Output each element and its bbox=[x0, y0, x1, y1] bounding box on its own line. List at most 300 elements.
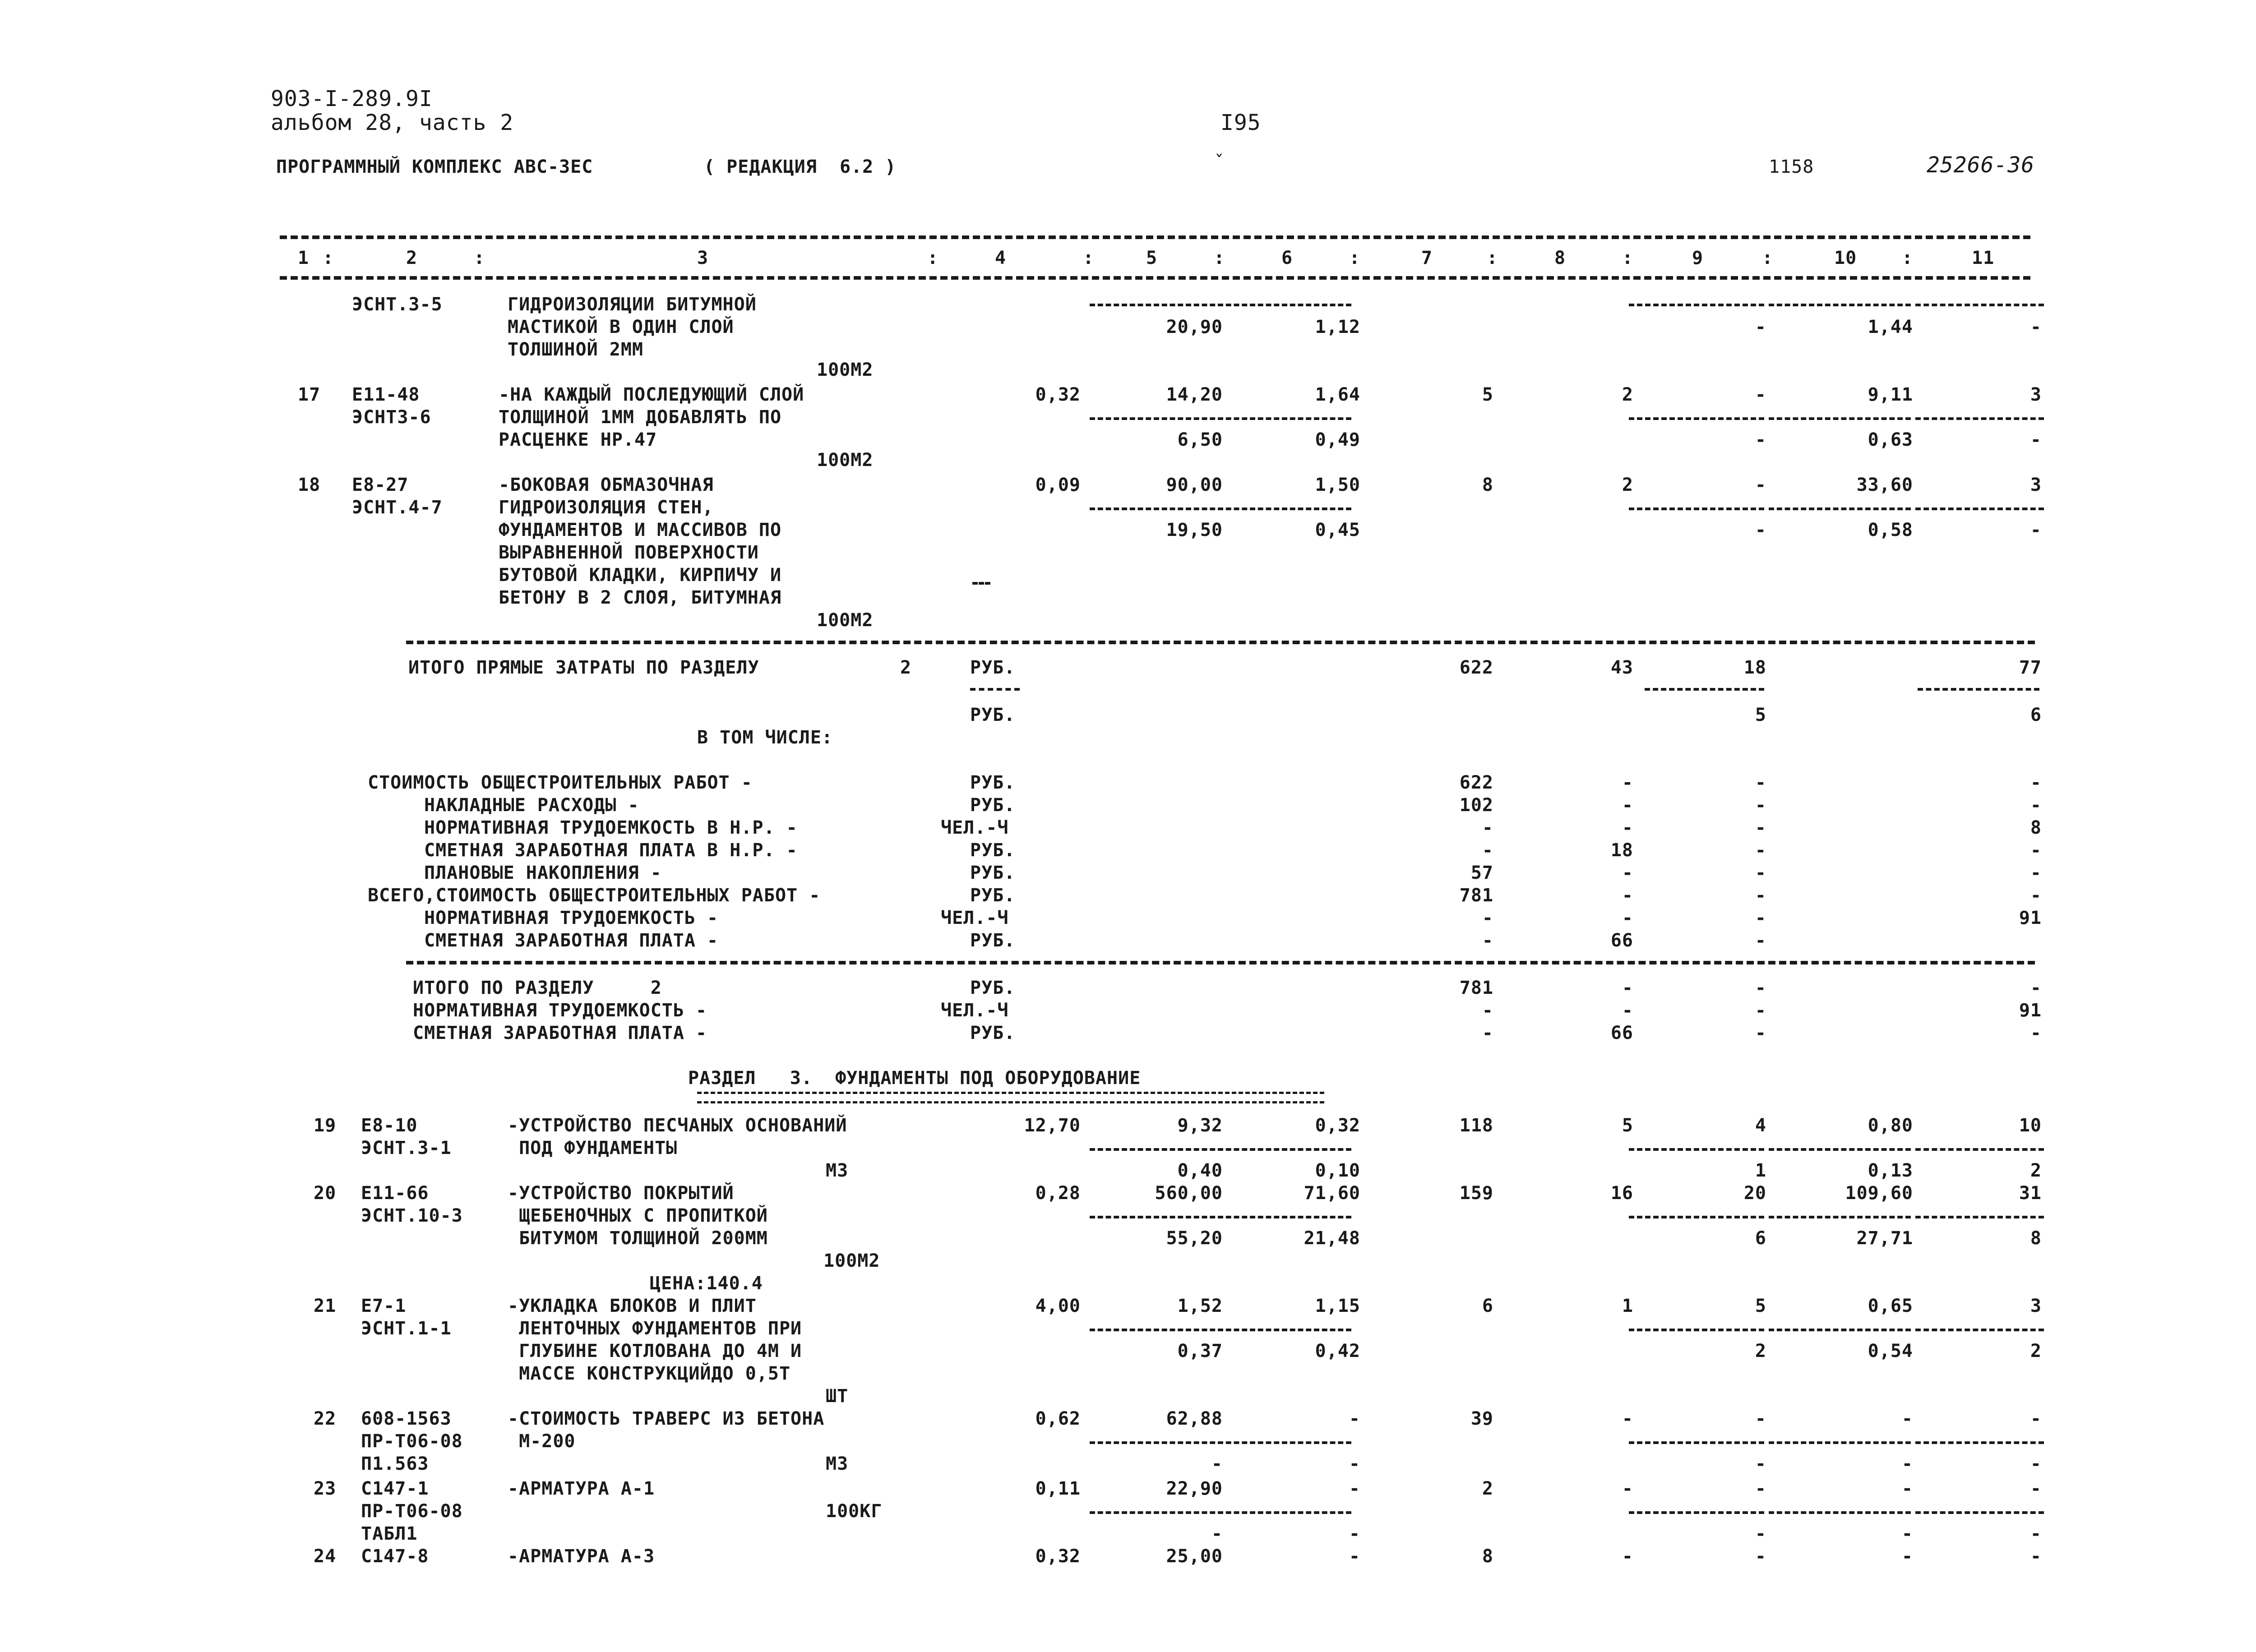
item-description: ГИДРОИЗОЛЯЦИЯ СТЕН, bbox=[499, 497, 714, 518]
labor-cost-value: 0,37 bbox=[1177, 1341, 1223, 1361]
section-total-value: - bbox=[2030, 978, 2042, 998]
item-number: 19 bbox=[314, 1115, 337, 1136]
cost-split-rule bbox=[1629, 304, 1764, 306]
sheet-code: 1158 bbox=[1769, 157, 1814, 177]
cost-value: - bbox=[1901, 1478, 1913, 1499]
total-value: 77 bbox=[2019, 657, 2042, 678]
cost-split-rule bbox=[1769, 1329, 1911, 1331]
cost-value: 159 bbox=[1459, 1183, 1493, 1204]
unit-label: РУБ. bbox=[970, 795, 1016, 816]
total-split-rule bbox=[1645, 688, 1764, 691]
cost-value: 0,62 bbox=[1035, 1408, 1081, 1429]
section-total-label: ИТОГО ПО РАЗДЕЛУ 2 bbox=[413, 978, 662, 998]
cost-value: 9,11 bbox=[1868, 384, 1913, 405]
item-code-secondary: ЭСНТ3-6 bbox=[352, 407, 431, 428]
item-code: Е7-1 bbox=[361, 1296, 407, 1316]
cost-value: - bbox=[1349, 1546, 1360, 1567]
summary-value: 781 bbox=[1459, 885, 1493, 906]
total-value: 18 bbox=[1743, 657, 1766, 678]
summary-value: 18 bbox=[1610, 840, 1633, 861]
cost-value: - bbox=[1755, 1408, 1766, 1429]
summary-value: 91 bbox=[2019, 908, 2042, 928]
column-separator: : bbox=[927, 248, 939, 268]
summary-value: - bbox=[1622, 908, 1633, 928]
item-code: С147-8 bbox=[361, 1546, 429, 1567]
summary-value: - bbox=[1755, 840, 1766, 861]
column-separator: : bbox=[474, 248, 485, 268]
summary-value: - bbox=[1755, 885, 1766, 906]
summary-value: 622 bbox=[1459, 772, 1493, 793]
cost-split-rule bbox=[1769, 1511, 1911, 1514]
labor-cost-value: - bbox=[2030, 1523, 2042, 1544]
item-unit: 100КГ bbox=[826, 1501, 883, 1522]
summary-value: - bbox=[2030, 795, 2042, 816]
item-description: ЛЕНТОЧНЫХ ФУНДАМЕНТОВ ПРИ bbox=[508, 1318, 802, 1339]
unit-label: РУБ. bbox=[970, 863, 1016, 883]
cost-value: 31 bbox=[2019, 1183, 2042, 1204]
summary-label: НАКЛАДНЫЕ РАСХОДЫ - bbox=[424, 795, 639, 816]
section-total-value: - bbox=[1482, 1023, 1493, 1043]
cost-value: 1,15 bbox=[1315, 1296, 1360, 1316]
item-description: ВЫРАВНЕННОЙ ПОВЕРХНОСТИ bbox=[499, 542, 759, 563]
item-description: ФУНДАМЕНТОВ И МАССИВОВ ПО bbox=[499, 520, 782, 540]
unit-label: ЧЕЛ.-Ч bbox=[941, 908, 1009, 928]
cost-split-rule bbox=[1915, 1441, 2044, 1444]
cost-value: 2 bbox=[1622, 384, 1633, 405]
summary-value: 66 bbox=[1610, 930, 1633, 951]
summary-value: - bbox=[1755, 930, 1766, 951]
item-unit: М3 bbox=[826, 1160, 849, 1181]
item-code-tertiary: П1.563 bbox=[361, 1454, 429, 1474]
labor-cost-value: 0,10 bbox=[1315, 1160, 1360, 1181]
section-total-value: - bbox=[1622, 978, 1633, 998]
unit-label: РУБ. bbox=[970, 840, 1016, 861]
item-unit: ШТ bbox=[826, 1386, 849, 1407]
cost-split-rule bbox=[1769, 1148, 1911, 1151]
unit-label: РУБ. bbox=[970, 885, 1016, 906]
labor-cost-value: - bbox=[1211, 1454, 1223, 1474]
cost-split-rule bbox=[1090, 1329, 1351, 1331]
cost-value: - bbox=[1755, 475, 1766, 495]
cost-split-rule bbox=[1915, 1511, 2044, 1514]
item-description: МАСТИКОЙ В ОДИН СЛОЙ bbox=[508, 317, 734, 337]
labor-cost-value: 0,40 bbox=[1177, 1160, 1223, 1181]
column-number: 1 bbox=[298, 248, 310, 268]
cost-value: 25,00 bbox=[1166, 1546, 1223, 1567]
labor-cost-value: 0,13 bbox=[1868, 1160, 1913, 1181]
cost-value: 1,50 bbox=[1315, 475, 1360, 495]
currency-label: РУБ. bbox=[970, 657, 1016, 678]
cost-value: 3 bbox=[2030, 475, 2042, 495]
cost-split-rule bbox=[1769, 1441, 1911, 1444]
cost-split-rule bbox=[1629, 417, 1764, 420]
column-number: 2 bbox=[406, 248, 418, 268]
summary-value: - bbox=[1622, 885, 1633, 906]
item-code-secondary: ПР-Т06-08 bbox=[361, 1501, 463, 1522]
cost-value: 0,28 bbox=[1035, 1183, 1081, 1204]
item-price-note: ЦЕНА:140.4 bbox=[650, 1273, 763, 1294]
header-bottom-rule bbox=[280, 276, 2030, 280]
unit-label: РУБ. bbox=[970, 1023, 1016, 1043]
cost-value: 14,20 bbox=[1166, 384, 1223, 405]
cost-value: 9,32 bbox=[1177, 1115, 1223, 1136]
cost-value: 118 bbox=[1459, 1115, 1493, 1136]
column-number: 10 bbox=[1834, 248, 1857, 268]
labor-cost-value: 0,54 bbox=[1868, 1341, 1913, 1361]
section-total-value: - bbox=[1755, 978, 1766, 998]
labor-cost-value: 27,71 bbox=[1856, 1228, 1913, 1249]
tick-mark: ˇ bbox=[1214, 152, 1225, 173]
cost-value: 2 bbox=[1622, 475, 1633, 495]
summary-label: СТОИМОСТЬ ОБЩЕСТРОИТЕЛЬНЫХ РАБОТ - bbox=[368, 772, 753, 793]
cost-value: 90,00 bbox=[1166, 475, 1223, 495]
summary-value: - bbox=[1482, 840, 1493, 861]
currency-rule bbox=[970, 688, 1020, 691]
unit-label: РУБ. bbox=[970, 772, 1016, 793]
total-split-rule bbox=[1918, 688, 2039, 691]
cost-split-rule bbox=[1629, 1441, 1764, 1444]
labor-cost-value: - bbox=[1755, 429, 1766, 450]
labor-cost-value: - bbox=[1755, 317, 1766, 337]
cost-split-rule bbox=[1915, 508, 2044, 510]
cost-value: 0,32 bbox=[1035, 384, 1081, 405]
labor-cost-value: 0,45 bbox=[1315, 520, 1360, 540]
column-separator: : bbox=[1214, 248, 1225, 268]
section-total-value: 781 bbox=[1459, 978, 1493, 998]
labor-cost-value: 2 bbox=[2030, 1341, 2042, 1361]
item-description: -СТОИМОСТЬ ТРАВЕРС ИЗ БЕТОНА bbox=[508, 1408, 825, 1429]
column-number: 9 bbox=[1692, 248, 1704, 268]
cost-value: 5 bbox=[1482, 384, 1493, 405]
item-description: ПОД ФУНДАМЕНТЫ bbox=[508, 1138, 678, 1158]
summary-label: ВСЕГО,СТОИМОСТЬ ОБЩЕСТРОИТЕЛЬНЫХ РАБОТ - bbox=[368, 885, 821, 906]
album-label: альбом 28, часть 2 bbox=[271, 110, 514, 135]
labor-cost-value: - bbox=[1755, 520, 1766, 540]
item-code-tertiary: ТАБЛ1 bbox=[361, 1523, 418, 1544]
labor-cost-value: 20,90 bbox=[1166, 317, 1223, 337]
cost-value: 3 bbox=[2030, 384, 2042, 405]
labor-cost-value: 21,48 bbox=[1304, 1228, 1360, 1249]
header-top-rule bbox=[280, 235, 2030, 239]
labor-cost-value: 1,44 bbox=[1868, 317, 1913, 337]
labor-cost-value: - bbox=[1901, 1523, 1913, 1544]
cost-value: 0,80 bbox=[1868, 1115, 1913, 1136]
section-total-value: - bbox=[1755, 1023, 1766, 1043]
cost-value: - bbox=[1622, 1478, 1633, 1499]
cost-value: - bbox=[1755, 384, 1766, 405]
cost-value: 33,60 bbox=[1856, 475, 1913, 495]
labor-cost-value: 19,50 bbox=[1166, 520, 1223, 540]
section-total-value: - bbox=[1482, 1000, 1493, 1021]
cost-split-rule bbox=[1769, 508, 1911, 510]
item-code: Е11-66 bbox=[361, 1183, 429, 1204]
labor-cost-value: 1 bbox=[1755, 1160, 1766, 1181]
summary-value: - bbox=[1755, 817, 1766, 838]
cost-split-rule bbox=[1915, 304, 2044, 306]
cost-split-rule bbox=[1629, 1329, 1764, 1331]
item-unit: М3 bbox=[826, 1454, 849, 1474]
section-total-value: 66 bbox=[1610, 1023, 1633, 1043]
summary-value: - bbox=[1622, 772, 1633, 793]
item-number: 23 bbox=[314, 1478, 337, 1499]
labor-cost-value: 0,63 bbox=[1868, 429, 1913, 450]
summary-label: СМЕТНАЯ ЗАРАБОТНАЯ ПЛАТА В Н.Р. - bbox=[424, 840, 798, 861]
summary-value: 102 bbox=[1459, 795, 1493, 816]
cost-value: 5 bbox=[1622, 1115, 1633, 1136]
cost-value: 0,32 bbox=[1035, 1546, 1081, 1567]
column-number: 6 bbox=[1281, 248, 1293, 268]
item-description: -УКЛАДКА БЛОКОВ И ПЛИТ bbox=[508, 1296, 757, 1316]
cost-split-rule bbox=[1090, 417, 1351, 420]
item-code-secondary: ЭСНТ.1-1 bbox=[361, 1318, 452, 1339]
column-number: 3 bbox=[697, 248, 709, 268]
labor-cost-value: 1,12 bbox=[1315, 317, 1360, 337]
item-code: Е11-48 bbox=[352, 384, 420, 405]
cost-value: 2 bbox=[1482, 1478, 1493, 1499]
section-title-underline bbox=[697, 1092, 1324, 1103]
section-total-label: НОРМАТИВНАЯ ТРУДОЕМКОСТЬ - bbox=[413, 1000, 707, 1021]
labor-cost-value: - bbox=[2030, 1454, 2042, 1474]
item-description: ЩЕБЕНОЧНЫХ С ПРОПИТКОЙ bbox=[508, 1205, 768, 1226]
column-separator: : bbox=[1083, 248, 1095, 268]
total-value: 5 bbox=[1755, 705, 1766, 725]
unit-label: РУБ. bbox=[970, 978, 1016, 998]
item-code: Е8-10 bbox=[361, 1115, 418, 1136]
cost-value: 0,65 bbox=[1868, 1296, 1913, 1316]
cost-value: - bbox=[2030, 1478, 2042, 1499]
labor-cost-value: 55,20 bbox=[1166, 1228, 1223, 1249]
cost-value: 39 bbox=[1470, 1408, 1493, 1429]
column-number: 11 bbox=[1972, 248, 1995, 268]
cost-value: 1,64 bbox=[1315, 384, 1360, 405]
item-description: ГЛУБИНЕ КОТЛОВАНА ДО 4М И bbox=[508, 1341, 802, 1361]
cost-value: 16 bbox=[1610, 1183, 1633, 1204]
cost-value: 4,00 bbox=[1035, 1296, 1081, 1316]
item-code-secondary: ЭСНТ.3-1 bbox=[361, 1138, 452, 1158]
cost-value: - bbox=[1349, 1408, 1360, 1429]
item-number: 17 bbox=[298, 384, 321, 405]
cost-value: 0,09 bbox=[1035, 475, 1081, 495]
cost-value: 5 bbox=[1755, 1296, 1766, 1316]
labor-cost-value: 0,58 bbox=[1868, 520, 1913, 540]
cost-value: 0,32 bbox=[1315, 1115, 1360, 1136]
item-code: 608-1563 bbox=[361, 1408, 452, 1429]
column-separator: : bbox=[1349, 248, 1361, 268]
summary-value: - bbox=[1482, 930, 1493, 951]
labor-cost-value: 8 bbox=[2030, 1228, 2042, 1249]
currency-label: РУБ. bbox=[970, 705, 1016, 725]
labor-cost-value: 0,49 bbox=[1315, 429, 1360, 450]
item-description: -НА КАЖДЫЙ ПОСЛЕДУЮЩИЙ СЛОЙ bbox=[499, 384, 804, 405]
cost-value: - bbox=[2030, 1408, 2042, 1429]
item-description: БУТОВОЙ КЛАДКИ, КИРПИЧУ И bbox=[499, 565, 782, 586]
summary-value: - bbox=[1622, 817, 1633, 838]
cost-value: - bbox=[1901, 1546, 1913, 1567]
item-number: 24 bbox=[314, 1546, 337, 1567]
cost-value: 8 bbox=[1482, 475, 1493, 495]
including-label: В ТОМ ЧИСЛЕ: bbox=[697, 727, 833, 748]
column-separator: : bbox=[1902, 248, 1914, 268]
totals-top-rule bbox=[406, 641, 2035, 644]
labor-cost-value: - bbox=[2030, 317, 2042, 337]
cost-value: - bbox=[1901, 1408, 1913, 1429]
stray-mark bbox=[972, 582, 990, 585]
cost-value: - bbox=[1755, 1546, 1766, 1567]
item-code: ЭСНТ.3-5 bbox=[352, 294, 443, 315]
summary-label: СМЕТНАЯ ЗАРАБОТНАЯ ПЛАТА - bbox=[424, 930, 719, 951]
labor-cost-value: - bbox=[1211, 1523, 1223, 1544]
cost-value: 109,60 bbox=[1845, 1183, 1913, 1204]
item-number: 20 bbox=[314, 1183, 337, 1204]
cost-value: 22,90 bbox=[1166, 1478, 1223, 1499]
cost-value: 10 bbox=[2019, 1115, 2042, 1136]
summary-value: - bbox=[1755, 863, 1766, 883]
summary-value: - bbox=[2030, 863, 2042, 883]
cost-split-rule bbox=[1090, 1216, 1351, 1218]
summary-value: - bbox=[1755, 795, 1766, 816]
item-description: РАСЦЕНКЕ НР.47 bbox=[499, 429, 657, 450]
cost-split-rule bbox=[1090, 1148, 1351, 1151]
labor-cost-value: - bbox=[1901, 1454, 1913, 1474]
cost-value: 12,70 bbox=[1024, 1115, 1081, 1136]
labor-cost-value: - bbox=[1349, 1454, 1360, 1474]
item-code: С147-1 bbox=[361, 1478, 429, 1499]
cost-value: - bbox=[2030, 1546, 2042, 1567]
summary-value: - bbox=[1622, 863, 1633, 883]
cost-split-rule bbox=[1090, 1441, 1351, 1444]
cost-split-rule bbox=[1090, 1511, 1351, 1514]
item-description: БИТУМОМ ТОЛЩИНОЙ 200ММ bbox=[508, 1228, 768, 1249]
cost-split-rule bbox=[1915, 1148, 2044, 1151]
cost-split-rule bbox=[1769, 304, 1911, 306]
summary-label: ПЛАНОВЫЕ НАКОПЛЕНИЯ - bbox=[424, 863, 662, 883]
total-value: 6 bbox=[2030, 705, 2042, 725]
cost-split-rule bbox=[1915, 1329, 2044, 1331]
cost-value: 1 bbox=[1622, 1296, 1633, 1316]
cost-value: 3 bbox=[2030, 1296, 2042, 1316]
summary-value: - bbox=[1755, 908, 1766, 928]
summary-value: 8 bbox=[2030, 817, 2042, 838]
cost-value: 1,52 bbox=[1177, 1296, 1223, 1316]
summary-value: - bbox=[1482, 817, 1493, 838]
section-total-value: - bbox=[1622, 1000, 1633, 1021]
section-title: РАЗДЕЛ 3. ФУНДАМЕНТЫ ПОД ОБОРУДОВАНИЕ bbox=[688, 1068, 1141, 1089]
item-description: М-200 bbox=[508, 1431, 576, 1452]
cost-split-rule bbox=[1915, 1216, 2044, 1218]
total-value: 622 bbox=[1459, 657, 1493, 678]
column-separator: : bbox=[1762, 248, 1774, 268]
cost-split-rule bbox=[1629, 1511, 1764, 1514]
cost-value: 560,00 bbox=[1155, 1183, 1223, 1204]
summary-value: - bbox=[2030, 772, 2042, 793]
labor-cost-value: 0,42 bbox=[1315, 1341, 1360, 1361]
section-total-value: - bbox=[2030, 1023, 2042, 1043]
item-description: ТОЛШИНОЙ 2ММ bbox=[508, 339, 643, 360]
item-description: -УСТРОЙСТВО ПОКРЫТИЙ bbox=[508, 1183, 734, 1204]
column-number: 7 bbox=[1421, 248, 1433, 268]
summary-value: - bbox=[2030, 885, 2042, 906]
item-description: БЕТОНУ В 2 СЛОЯ, БИТУМНАЯ bbox=[499, 587, 782, 608]
section-total-label: СМЕТНАЯ ЗАРАБОТНАЯ ПЛАТА - bbox=[413, 1023, 707, 1043]
cost-split-rule bbox=[1629, 1216, 1764, 1218]
summary-value: - bbox=[1755, 772, 1766, 793]
labor-cost-value: - bbox=[2030, 429, 2042, 450]
column-separator: : bbox=[323, 248, 334, 268]
cost-split-rule bbox=[1915, 417, 2044, 420]
column-number: 4 bbox=[995, 248, 1007, 268]
item-code-secondary: ЭСНТ.4-7 bbox=[352, 497, 443, 518]
item-number: 18 bbox=[298, 475, 321, 495]
item-unit: 100М2 bbox=[823, 1251, 880, 1271]
cost-value: 71,60 bbox=[1304, 1183, 1360, 1204]
cost-split-rule bbox=[1769, 1216, 1911, 1218]
labor-cost-value: - bbox=[1755, 1523, 1766, 1544]
item-description: -БОКОВАЯ ОБМАЗОЧНАЯ bbox=[499, 475, 714, 495]
total-value: 43 bbox=[1610, 657, 1633, 678]
labor-cost-value: - bbox=[2030, 520, 2042, 540]
column-number: 5 bbox=[1146, 248, 1158, 268]
cost-split-rule bbox=[1090, 304, 1351, 306]
cost-value: - bbox=[1622, 1408, 1633, 1429]
labor-cost-value: 6,50 bbox=[1177, 429, 1223, 450]
summary-value: - bbox=[1482, 908, 1493, 928]
column-number: 8 bbox=[1554, 248, 1566, 268]
cost-split-rule bbox=[1769, 417, 1911, 420]
cost-value: 4 bbox=[1755, 1115, 1766, 1136]
section-total-rule bbox=[406, 961, 2035, 964]
cost-split-rule bbox=[1090, 508, 1351, 510]
section-total-value: - bbox=[1755, 1000, 1766, 1021]
summary-value: - bbox=[2030, 840, 2042, 861]
labor-cost-value: - bbox=[1349, 1523, 1360, 1544]
program-title: ПРОГРАММНЫЙ КОМПЛЕКС АВС-3ЕС bbox=[276, 157, 593, 177]
item-description: ТОЛЩИНОЙ 1ММ ДОБАВЛЯТЬ ПО bbox=[499, 407, 782, 428]
totals-label: ИТОГО ПРЯМЫЕ ЗАТРАТЫ ПО РАЗДЕЛУ bbox=[408, 657, 759, 678]
cost-value: 8 bbox=[1482, 1546, 1493, 1567]
summary-value: - bbox=[1622, 795, 1633, 816]
unit-label: РУБ. bbox=[970, 930, 1016, 951]
unit-label: ЧЕЛ.-Ч bbox=[941, 1000, 1009, 1021]
item-code-secondary: ЭСНТ.10-3 bbox=[361, 1205, 463, 1226]
labor-cost-value: 6 bbox=[1755, 1228, 1766, 1249]
item-unit: 100М2 bbox=[817, 610, 874, 631]
item-description: -УСТРОЙСТВО ПЕСЧАНЫХ ОСНОВАНИЙ bbox=[508, 1115, 847, 1136]
item-unit: 100М2 bbox=[817, 450, 874, 471]
item-code-secondary: ПР-Т06-08 bbox=[361, 1431, 463, 1452]
summary-label: НОРМАТИВНАЯ ТРУДОЕМКОСТЬ В Н.Р. - bbox=[424, 817, 798, 838]
cost-value: - bbox=[1349, 1478, 1360, 1499]
cost-value: 6 bbox=[1482, 1296, 1493, 1316]
cost-value: 62,88 bbox=[1166, 1408, 1223, 1429]
item-description: МАССЕ КОНСТРУКЦИЙДО 0,5Т bbox=[508, 1363, 791, 1384]
summary-label: НОРМАТИВНАЯ ТРУДОЕМКОСТЬ - bbox=[424, 908, 719, 928]
labor-cost-value: 2 bbox=[2030, 1160, 2042, 1181]
cost-split-rule bbox=[1629, 1148, 1764, 1151]
cost-value: - bbox=[1622, 1546, 1633, 1567]
labor-cost-value: - bbox=[1755, 1454, 1766, 1474]
labor-cost-value: 2 bbox=[1755, 1341, 1766, 1361]
document-number: 903-I-289.9I bbox=[271, 86, 433, 111]
unit-label: ЧЕЛ.-Ч bbox=[941, 817, 1009, 838]
totals-section-number: 2 bbox=[900, 657, 912, 678]
cost-value: - bbox=[1755, 1478, 1766, 1499]
item-description: -АРМАТУРА А-3 bbox=[508, 1546, 655, 1567]
item-description: ГИДРОИЗОЛЯЦИИ БИТУМНОЙ bbox=[508, 294, 757, 315]
page-number: I95 bbox=[1220, 110, 1261, 135]
item-code: Е8-27 bbox=[352, 475, 409, 495]
item-number: 21 bbox=[314, 1296, 337, 1316]
cost-value: 20 bbox=[1743, 1183, 1766, 1204]
